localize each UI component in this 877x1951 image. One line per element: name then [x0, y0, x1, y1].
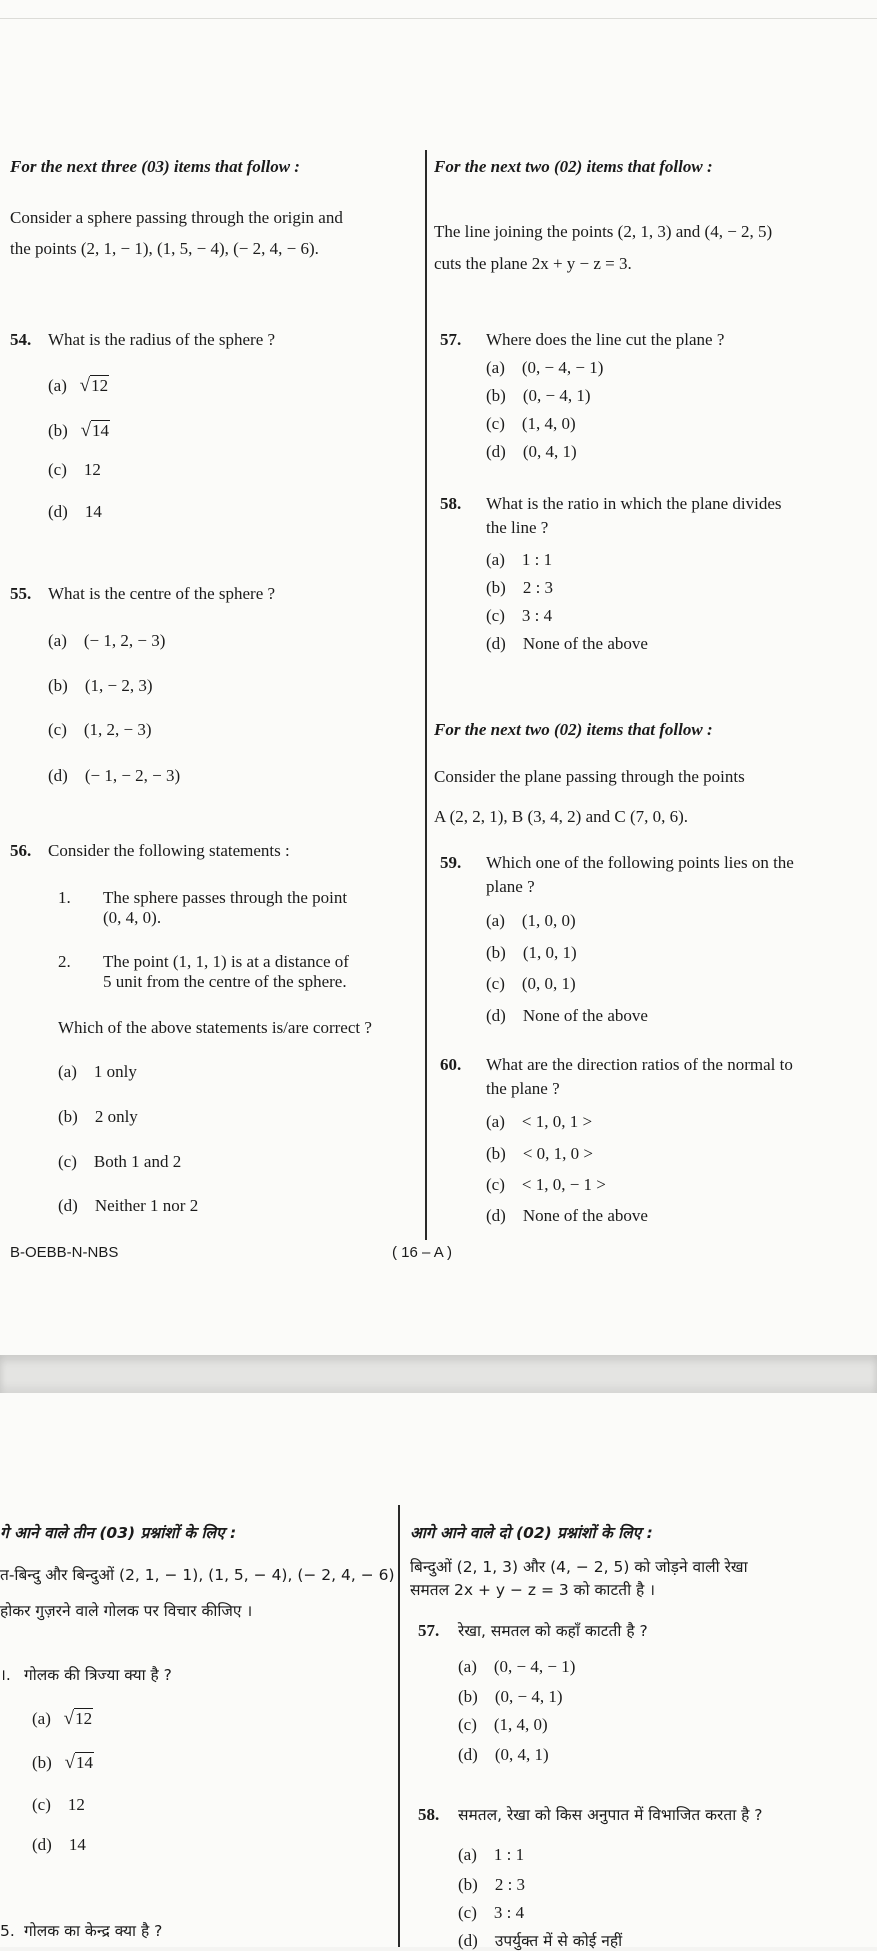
q54-text: What is the radius of the sphere ? — [48, 330, 276, 349]
option-text: (− 1, 2, − 3) — [83, 631, 166, 650]
right-intro-1-line-1: The line joining the points (2, 1, 3) and (4, − 2, 5) — [434, 222, 773, 241]
q58-option-d[interactable] — [486, 634, 648, 654]
option-label: (b) — [48, 676, 68, 695]
hindi-q55-number: 5. — [0, 1922, 15, 1940]
column-divider — [425, 150, 427, 1240]
option-label: (c) — [458, 1715, 477, 1734]
page-number: ( 16 – A ) — [392, 1244, 453, 1261]
option-text: Both 1 and 2 — [93, 1152, 182, 1171]
q54-number: 54. — [10, 330, 32, 349]
option-text: (1, 0, 0) — [521, 911, 576, 930]
option-text: 12 — [67, 1795, 85, 1814]
q55-text: What is the centre of the sphere ? — [48, 584, 276, 603]
q59-option-a[interactable] — [486, 911, 576, 931]
option-label: (b) — [486, 943, 506, 962]
q54-option-b[interactable]: (b) √14 — [48, 420, 110, 441]
option-label: (d) — [486, 1006, 506, 1025]
q55-option-b[interactable] — [48, 676, 153, 696]
option-label: (b) — [58, 1107, 78, 1126]
booklet-code: B-OEBB-N-NBS — [10, 1244, 119, 1261]
hindi-q58-option-a[interactable] — [458, 1845, 524, 1865]
option-text: None of the above — [522, 1006, 648, 1025]
hindi-right-header: आगे आने वाले दो (02) प्रश्नांशों के लिए : — [410, 1524, 653, 1542]
q56-number: 56. — [10, 841, 32, 860]
option-label: (b) — [486, 1144, 506, 1163]
option-text: 14 — [68, 1835, 86, 1854]
hindi-q54-number: ।. — [0, 1666, 11, 1684]
q54-option-a[interactable]: (a) √12 — [48, 375, 109, 396]
q58-line-2: the line ? — [486, 518, 549, 537]
q57-option-a[interactable] — [486, 358, 603, 378]
option-label: (a) — [48, 631, 67, 650]
option-label: (b) — [486, 578, 506, 597]
option-text: 3 : 4 — [521, 606, 553, 625]
option-label: (b) — [48, 421, 68, 440]
q58-option-c[interactable] — [486, 606, 552, 626]
option-text: 1 only — [93, 1062, 137, 1081]
hindi-q58-number: 58. — [418, 1805, 440, 1824]
option-text: (1, − 2, 3) — [84, 676, 153, 695]
option-text: < 0, 1, 0 > — [522, 1144, 594, 1163]
option-radicand: 12 — [91, 376, 109, 395]
q54-option-d[interactable] — [48, 502, 102, 522]
hindi-left-intro-line-1: त-बिन्दु और बिन्दुओं (2, 1, − 1), (1, 5, − 4), (− 2, 4, − 6) — [0, 1566, 395, 1584]
q57-option-b[interactable] — [486, 386, 591, 406]
option-label: (c) — [48, 460, 67, 479]
option-label: (a) — [486, 358, 505, 377]
option-label: (a) — [486, 550, 505, 569]
q60-line-2: the plane ? — [486, 1079, 560, 1098]
option-label: (b) — [32, 1753, 52, 1772]
q55-option-c[interactable] — [48, 720, 152, 740]
right-intro-2-line-2: A (2, 2, 1), B (3, 4, 2) and C (7, 0, 6). — [434, 807, 689, 826]
option-text: 1 : 1 — [493, 1845, 525, 1864]
q56-option-c[interactable] — [58, 1152, 181, 1172]
hindi-q54-option-d[interactable] — [32, 1835, 86, 1855]
option-radicand: 14 — [92, 421, 110, 440]
q59-option-c[interactable] — [486, 974, 576, 994]
q60-option-c[interactable] — [486, 1175, 606, 1195]
right-intro-1-line-2: cuts the plane 2x + y − z = 3. — [434, 254, 632, 273]
hindi-q54-option-c[interactable] — [32, 1795, 85, 1815]
q59-line-2: plane ? — [486, 877, 535, 896]
q60-number: 60. — [440, 1055, 462, 1074]
option-label: (d) — [486, 1206, 506, 1225]
option-label: (d) — [58, 1196, 78, 1215]
hindi-q58-option-d[interactable] — [458, 1931, 622, 1951]
q56-statement-2-line-2: 5 unit from the centre of the sphere. — [103, 972, 347, 991]
exam-page-hindi — [0, 1393, 877, 1950]
q54-option-c[interactable] — [48, 460, 101, 480]
q57-option-d[interactable] — [486, 442, 577, 462]
hindi-q54-option-a[interactable]: (a) √12 — [32, 1708, 93, 1729]
q58-line-1: What is the ratio in which the plane divides — [486, 494, 782, 513]
option-label: (a) — [458, 1657, 477, 1676]
hindi-q58-option-b[interactable] — [458, 1875, 525, 1895]
q59-option-d[interactable] — [486, 1006, 648, 1026]
hindi-left-intro-line-2: होकर गुज़रने वाले गोलक पर विचार कीजिए । — [0, 1602, 253, 1620]
q59-number: 59. — [440, 853, 462, 872]
option-label: (c) — [58, 1152, 77, 1171]
q57-number: 57. — [440, 330, 462, 349]
option-text: (1, 4, 0) — [521, 414, 576, 433]
left-section-header: For the next three (03) items that follow : — [10, 157, 300, 176]
option-text: 1 : 1 — [521, 550, 553, 569]
option-label: (c) — [486, 974, 505, 993]
option-text: 2 : 3 — [522, 578, 554, 597]
option-label: (d) — [32, 1835, 52, 1854]
option-label: (a) — [48, 376, 67, 395]
q55-number: 55. — [10, 584, 32, 603]
page-gap — [0, 1355, 877, 1393]
option-label: (b) — [458, 1875, 478, 1894]
q56-option-d[interactable] — [58, 1196, 198, 1216]
option-text: 3 : 4 — [493, 1903, 525, 1922]
column-divider — [398, 1505, 400, 1947]
q56-statement-2-number: 2. — [58, 952, 71, 971]
option-text: None of the above — [522, 1206, 648, 1225]
option-text: (0, − 4, − 1) — [521, 358, 604, 377]
q60-line-1: What are the direction ratios of the normal to — [486, 1055, 793, 1074]
option-text: < 1, 0, 1 > — [521, 1112, 593, 1131]
hindi-q54-option-b[interactable]: (b) √14 — [32, 1752, 94, 1773]
option-label: (d) — [48, 502, 68, 521]
option-label: (c) — [486, 606, 505, 625]
left-intro-line-2: the points (2, 1, − 1), (1, 5, − 4), (− 2, 4, − 6). — [10, 239, 319, 258]
q55-option-a[interactable] — [48, 631, 165, 651]
option-label: (d) — [486, 634, 506, 653]
hindi-right-intro-line-1: बिन्दुओं (2, 1, 3) और (4, − 2, 5) को जोड़ने वाली रेखा — [410, 1558, 748, 1576]
option-text: उपर्युक्त में से कोई नहीं — [494, 1932, 623, 1950]
option-text: (1, 4, 0) — [493, 1715, 548, 1734]
q56-question: Which of the above statements is/are correct ? — [58, 1018, 372, 1037]
option-text: Neither 1 nor 2 — [94, 1196, 199, 1215]
option-text: (0, 4, 1) — [522, 442, 577, 461]
hindi-left-header: गे आने वाले तीन (03) प्रश्नांशों के लिए : — [0, 1524, 237, 1542]
q58-option-a[interactable] — [486, 550, 552, 570]
option-radicand: 12 — [75, 1709, 93, 1728]
option-label: (d) — [458, 1745, 478, 1764]
option-text: 2 only — [94, 1107, 138, 1126]
option-label: (c) — [32, 1795, 51, 1814]
q60-option-a[interactable] — [486, 1112, 592, 1132]
q56-option-b[interactable] — [58, 1107, 138, 1127]
option-label: (a) — [486, 1112, 505, 1131]
option-label: (c) — [48, 720, 67, 739]
hindi-right-intro-line-2: समतल 2x + y − z = 3 को काटती है । — [410, 1581, 656, 1599]
option-label: (a) — [58, 1062, 77, 1081]
hindi-q58-option-c[interactable] — [458, 1903, 524, 1923]
option-text: None of the above — [522, 634, 648, 653]
q56-option-a[interactable] — [58, 1062, 137, 1082]
q58-option-b[interactable] — [486, 578, 553, 598]
left-intro-line-1: Consider a sphere passing through the origin and — [10, 208, 343, 227]
option-label: (c) — [486, 1175, 505, 1194]
option-label: (d) — [458, 1931, 478, 1950]
option-text: 2 : 3 — [494, 1875, 526, 1894]
q58-number: 58. — [440, 494, 462, 513]
q55-option-d[interactable] — [48, 766, 180, 786]
option-label: (d) — [48, 766, 68, 785]
hindi-q57-option-a[interactable] — [458, 1657, 575, 1677]
hindi-q57-option-c[interactable] — [458, 1715, 548, 1735]
option-text: (0, − 4, 1) — [522, 386, 591, 405]
hindi-q54-text: गोलक की त्रिज्या क्या है ? — [24, 1666, 172, 1684]
option-label: (b) — [458, 1687, 478, 1706]
right-intro-2-line-1: Consider the plane passing through the points — [434, 767, 745, 786]
q59-option-b[interactable] — [486, 943, 577, 963]
option-label: (c) — [486, 414, 505, 433]
option-text: (1, 0, 1) — [522, 943, 577, 962]
option-label: (c) — [458, 1903, 477, 1922]
option-text: (0, − 4, − 1) — [493, 1657, 576, 1676]
q60-option-b[interactable] — [486, 1144, 593, 1164]
hindi-q58-text: समतल, रेखा को किस अनुपात में विभाजित करता है ? — [458, 1806, 763, 1824]
right-section-header-1: For the next two (02) items that follow : — [434, 157, 713, 176]
option-text: (0, 0, 1) — [521, 974, 576, 993]
hindi-q55-text: गोलक का केन्द्र क्या है ? — [24, 1922, 163, 1940]
hindi-q57-option-d[interactable] — [458, 1745, 549, 1765]
q56-statement-1-number: 1. — [58, 888, 71, 907]
option-label: (a) — [486, 911, 505, 930]
option-label: (a) — [32, 1709, 51, 1728]
hindi-q57-number: 57. — [418, 1621, 440, 1640]
option-text: (0, − 4, 1) — [494, 1687, 563, 1706]
option-text: (1, 2, − 3) — [83, 720, 152, 739]
q57-option-c[interactable] — [486, 414, 576, 434]
q56-statement-2-line-1: The point (1, 1, 1) is at a distance of — [103, 952, 349, 971]
option-text: 12 — [83, 460, 101, 479]
option-label: (b) — [486, 386, 506, 405]
q57-text: Where does the line cut the plane ? — [486, 330, 725, 349]
option-text: < 1, 0, − 1 > — [521, 1175, 606, 1194]
page-top-rule — [0, 18, 877, 19]
q60-option-d[interactable] — [486, 1206, 648, 1226]
right-section-header-2: For the next two (02) items that follow : — [434, 720, 713, 739]
q56-statement-1-line-2: (0, 4, 0). — [103, 908, 162, 927]
q59-line-1: Which one of the following points lies on the — [486, 853, 794, 872]
option-text: 14 — [84, 502, 102, 521]
hindi-q57-option-b[interactable] — [458, 1687, 563, 1707]
hindi-q57-text: रेखा, समतल को कहाँ काटती है ? — [458, 1622, 648, 1640]
option-text: (0, 4, 1) — [494, 1745, 549, 1764]
q56-text: Consider the following statements : — [48, 841, 290, 860]
option-radicand: 14 — [76, 1753, 94, 1772]
option-label: (d) — [486, 442, 506, 461]
q56-statement-1-line-1: The sphere passes through the point — [103, 888, 348, 907]
option-label: (a) — [458, 1845, 477, 1864]
option-text: (− 1, − 2, − 3) — [84, 766, 181, 785]
